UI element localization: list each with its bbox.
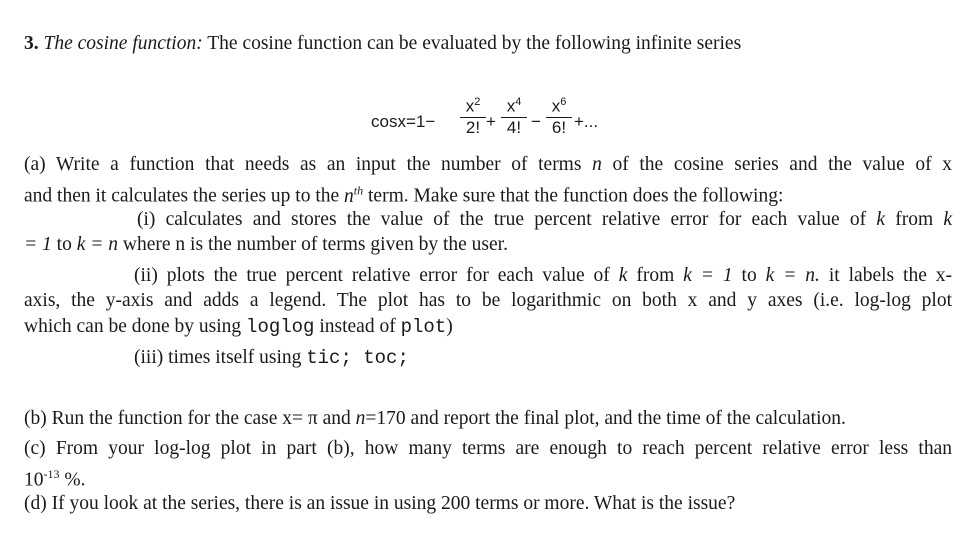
- equation-op-minus: −: [531, 112, 541, 131]
- problem-title: The cosine function:: [43, 33, 203, 54]
- part-b: (b) Run the function for the case x= π and n=170 and report the final plot, and the time of the calculation.: [24, 408, 846, 429]
- problem-intro: The cosine function can be evaluated by the following infinite series: [207, 33, 742, 54]
- part-a-line-2: and then it calculates the series up to the $n^{th}$ term. Make sure that the function does the following:: [24, 183, 784, 207]
- problem-heading: [24, 32, 741, 56]
- code-plot: plot: [400, 316, 447, 338]
- part-a-iii: (iii) times itself using tic; toc;: [134, 347, 409, 369]
- fraction-x6-over-6fact: $x^6$ 6!: [546, 92, 572, 138]
- part-d: (d) If you look at the series, there is an issue in using 200 terms or more. What is the issue?: [24, 493, 736, 514]
- part-a-ii-line-2: axis, the y-axis and adds a legend. The plot has to be logarithmic on both x and y axes (i.e. log-log plot: [24, 290, 952, 311]
- equation-lhs: cosx=1−: [371, 112, 436, 131]
- problem-number: 3.: [24, 33, 39, 54]
- part-a-ii-line-1: (ii) plots the true percent relative error for each value of k from k = 1 to k = n. it labels the x-: [134, 265, 953, 286]
- code-tic-toc: tic; toc;: [306, 347, 409, 369]
- code-loglog: loglog: [246, 316, 315, 338]
- fraction-x2-over-2fact: $x^2$ 2!: [460, 92, 486, 138]
- part-a-i-line-2: = 1 to k = n where n is the number of terms given by the user.: [24, 234, 508, 255]
- part-c-line-1: (c) From your log-log plot in part (b), how many terms are enough to reach percent relative error less than: [24, 438, 952, 459]
- part-a-i-line-1: (i) calculates and stores the value of the true percent relative error for each value of k from k: [137, 209, 953, 230]
- fraction-x4-over-4fact: $x^4$ 4!: [501, 92, 527, 138]
- equation-op-plus: +: [486, 112, 496, 131]
- part-a-line-1: (a) Write a function that needs as an input the number of terms n of the cosine series and the value of x: [24, 154, 953, 175]
- equation-tail: +...: [574, 112, 599, 131]
- part-a-ii-line-3: which can be done by using loglog instead of plot): [24, 316, 453, 338]
- part-c-line-2: $10^{-13}$ %.: [24, 467, 86, 491]
